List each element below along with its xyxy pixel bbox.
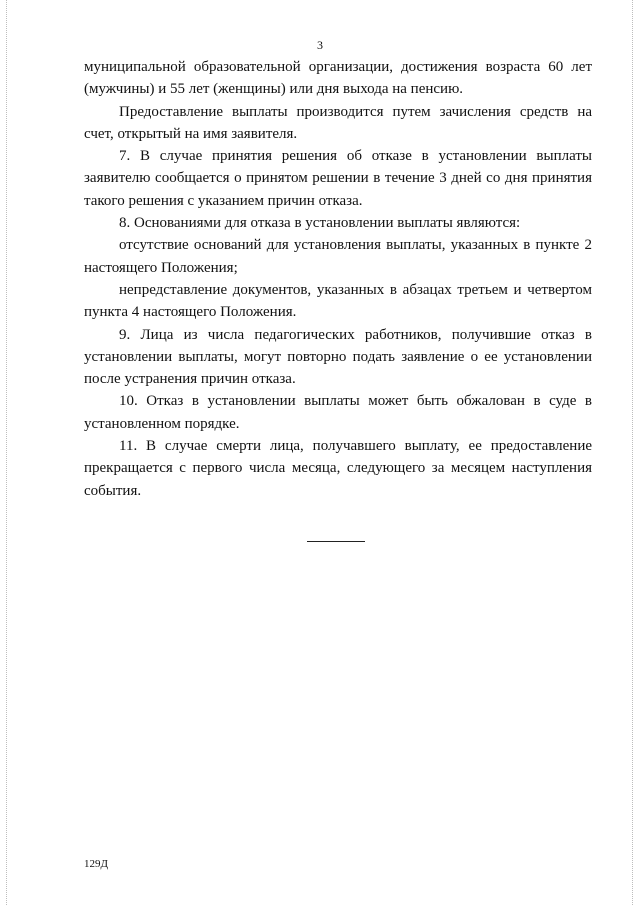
paragraph-item-9: 9. Лица из числа педагогических работников, получившие отказ в установлении выплаты, могут повторно подать заявление о ее установлении после устранения причин отказа.	[84, 326, 592, 388]
scan-edge-left	[6, 0, 7, 905]
page-number: 3	[317, 38, 323, 52]
paragraph-item-7: 7. В случае принятия решения об отказе в установлении выплаты заявителю сообщается о принятом решении в течение 3 дней со дня принятия такого решения с указанием причин отказа.	[84, 148, 592, 209]
paragraph-item-8: 8. Основаниями для отказа в установлении выплаты являются:	[119, 215, 521, 232]
footer-document-code: 129Д	[84, 858, 109, 870]
end-separator-line	[307, 541, 365, 542]
document-body	[84, 56, 592, 502]
paragraph-item-8-reason-2: непредставление документов, указанных в абзацах третьем и четвертом пункта 4 настоящего Положения.	[84, 281, 592, 321]
paragraph-item-10: 10. Отказ в установлении выплаты может быть обжалован в суде в установленном порядке.	[84, 393, 592, 432]
paragraph-item-11: 11. В случае смерти лица, получавшего выплату, ее предоставление прекращается с первого числа месяца, следующего за месяцем наступления события.	[84, 438, 592, 499]
paragraph-payment-method: Предоставление выплаты производится путем зачисления средств на счет, открытый на имя заявителя.	[84, 103, 592, 142]
paragraph-continuation: муниципальной образовательной организации, достижения возраста 60 лет (мужчины) и 55 лет (женщины) или дня выхода на пенсию.	[84, 59, 592, 98]
paragraph-item-8-reason-1: отсутствие оснований для установления выплаты, указанных в пункте 2 настоящего Положения;	[84, 237, 592, 276]
scan-edge-right	[632, 0, 633, 905]
